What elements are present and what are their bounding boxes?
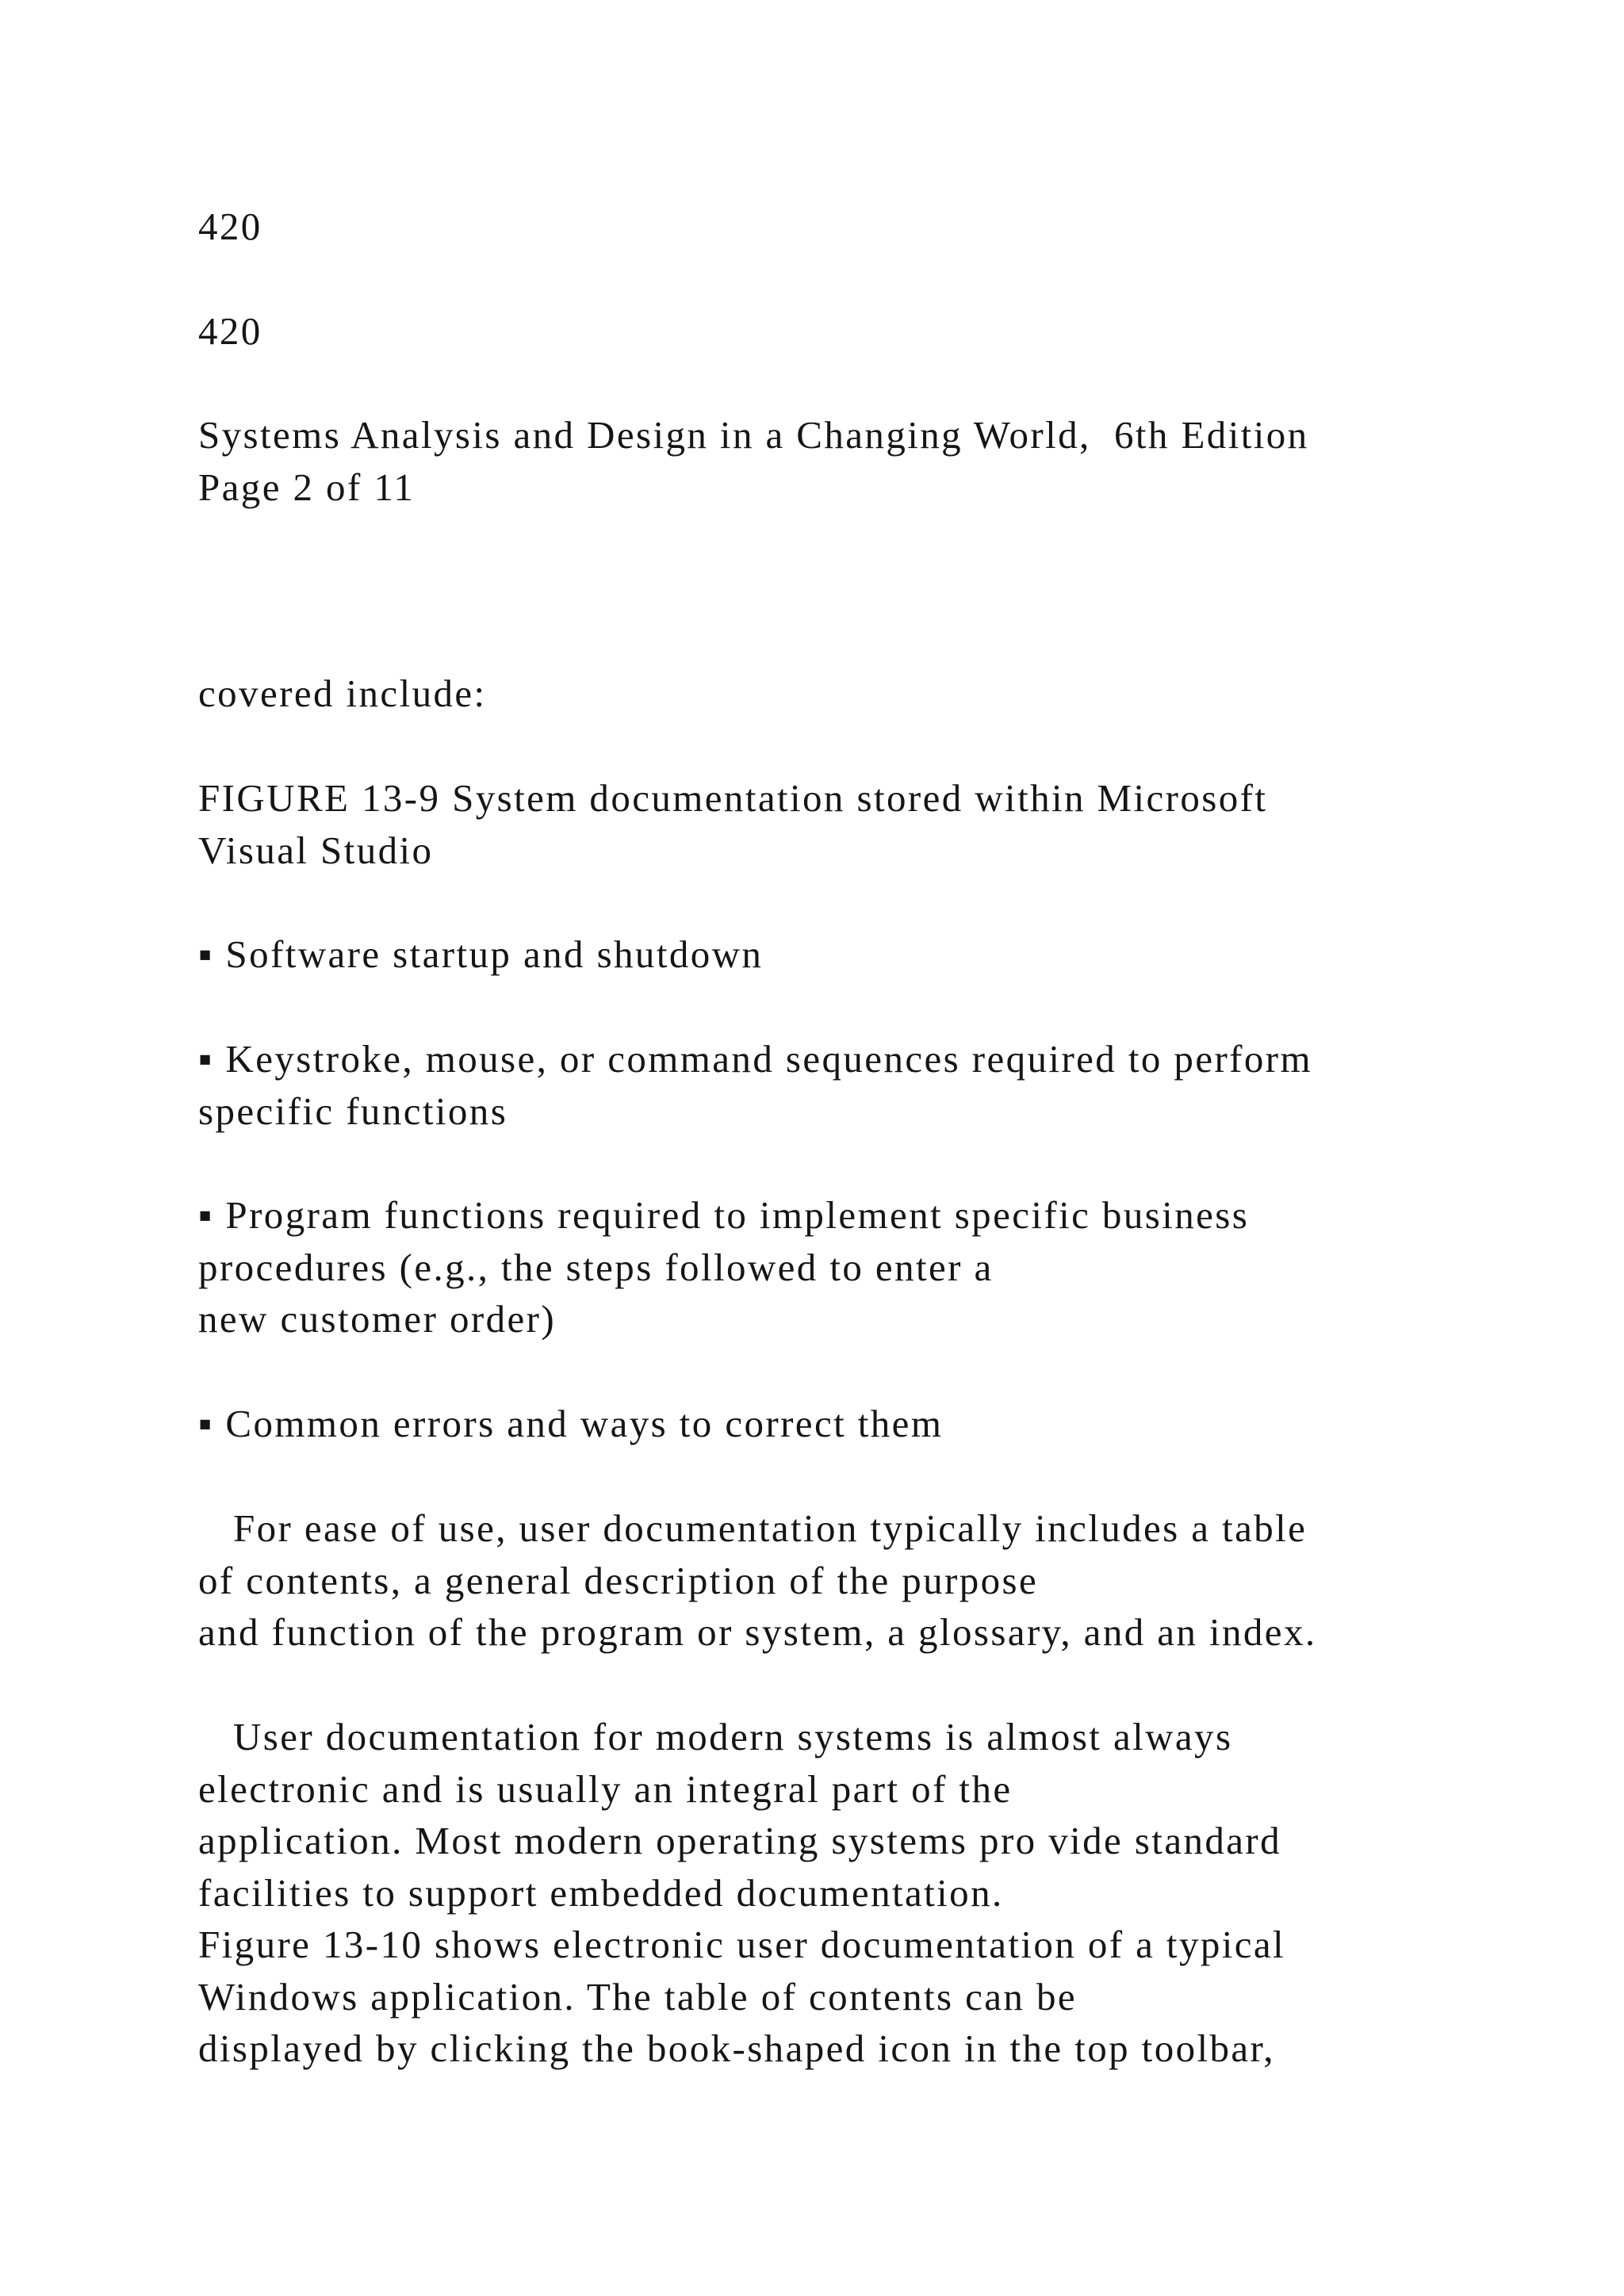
figure-caption: FIGURE 13-9 System documentation stored within Microsoft Visual Studio [198,776,1268,872]
body-paragraph: For ease of use, user documentation typically includes a table of contents, a general description of the purpose and function of the program or system, a glossary, and an index. [198,1506,1317,1654]
bullet-item: ▪ Keystroke, mouse, or command sequences required to perform specific functions [198,1037,1313,1133]
bullet-item: ▪ Program functions required to implement specific business procedures (e.g., the steps followed to enter a new customer order) [198,1193,1250,1341]
page-number-1: 420 [198,205,262,248]
body-paragraph: User documentation for modern systems is almost always electronic and is usually an integral part of the application. Most modern operating systems pro vide standard facilities to support embedded documentation. Figure 13-10 shows electronic user documentation of a typical Windows application. The table of contents can be displayed by clicking the book-shaped icon in the top toolbar, [198,1715,1286,2070]
intro-line: covered include: [198,672,487,715]
page-number-2: 420 [198,309,262,353]
bullet-item: ▪ Software startup and shutdown [198,932,764,976]
bullet-item: ▪ Common errors and ways to correct them [198,1402,944,1445]
book-header: Systems Analysis and Design in a Changing World, 6th Edition Page 2 of 11 [198,413,1309,509]
